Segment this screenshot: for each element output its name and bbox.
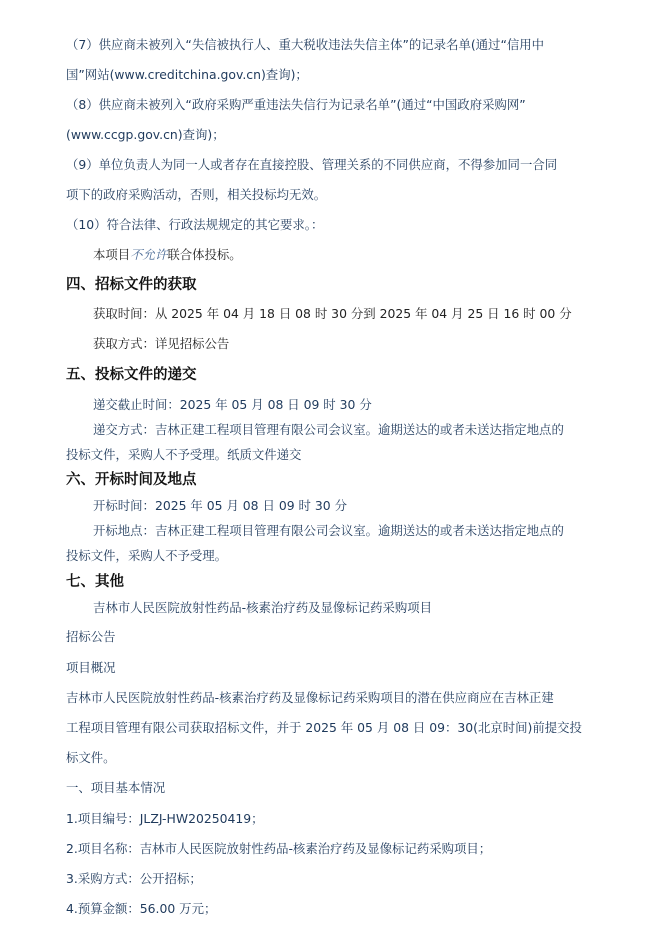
basic-info-item-2: 2.项目名称：吉林市人民医院放射性药品-核素治疗药及显像标记药采购项目； — [66, 841, 492, 856]
section-4-time: 获取时间：从 2025 年 04 月 18 日 08 时 30 分到 2025 年 04 月 25 日 16 时 00 分 — [93, 306, 572, 321]
section-7-heading: 七、其他 — [66, 574, 124, 590]
overview-line-3: 标文件。 — [66, 750, 116, 765]
section-5-deadline: 递交截止时间：2025 年 05 月 08 日 09 时 30 分 — [93, 397, 372, 412]
overview-line-2: 工程项目管理有限公司获取招标文件，并于 2025 年 05 月 08 日 09：30(北京时间)前提交投 — [66, 720, 582, 735]
qualification-item-8-line-1: （8）供应商未被列入“政府采购严重违法失信行为记录名单”(通过“中国政府采购网” — [66, 97, 526, 112]
qualification-item-9-line-2: 项下的政府采购活动，否则，相关投标均无效。 — [66, 187, 327, 202]
qualification-item-9-line-1: （9）单位负责人为同一人或者存在直接控股、管理关系的不同供应商，不得参加同一合同 — [66, 157, 558, 172]
section-4-heading: 四、招标文件的获取 — [66, 277, 197, 293]
section-5-method-line-1: 递交方式：吉林正建工程项目管理有限公司会议室。逾期送达的或者未送达指定地点的 — [93, 422, 564, 437]
basic-info-item-3: 3.采购方式：公开招标； — [66, 871, 202, 886]
qualification-item-7-line-1: （7）供应商未被列入“失信被执行人、重大税收违法失信主体”的记录名单(通过“信用中 — [66, 37, 545, 52]
basic-info-title: 一、项目基本情况 — [66, 780, 166, 795]
consortium-value: 不允许 — [130, 247, 168, 262]
qualification-item-10: （10）符合法律、行政法规规定的其它要求。： — [66, 217, 324, 232]
section-6-place-line-1: 开标地点：吉林正建工程项目管理有限公司会议室。逾期送达的或者未送达指定地点的 — [93, 523, 564, 538]
qualification-item-8-line-2: (www.ccgp.gov.cn)查询)； — [66, 127, 225, 142]
basic-info-item-4: 4.预算金额：56.00 万元； — [66, 901, 217, 916]
qualification-item-7-line-2: 国”网站(www.creditchina.gov.cn)查询)； — [66, 67, 308, 82]
section-6-place-line-2: 投标文件，采购人不予受理。 — [66, 548, 228, 563]
consortium-prefix: 本项目 — [93, 247, 131, 262]
section-5-method-line-2: 投标文件，采购人不予受理。纸质文件递交 — [66, 447, 302, 462]
section-5-heading: 五、投标文件的递交 — [66, 367, 197, 383]
notice-title: 招标公告 — [66, 629, 116, 644]
basic-info-item-1: 1.项目编号：JLZJ-HW20250419； — [66, 811, 264, 826]
section-4-method: 获取方式：详见招标公告 — [93, 336, 230, 351]
consortium-statement — [93, 247, 242, 263]
consortium-suffix: 联合体投标。 — [167, 247, 242, 262]
overview-line-1: 吉林市人民医院放射性药品-核素治疗药及显像标记药采购项目的潜在供应商应在吉林正建 — [66, 690, 554, 705]
overview-title: 项目概况 — [66, 660, 116, 675]
section-7-project-name: 吉林市人民医院放射性药品-核素治疗药及显像标记药采购项目 — [93, 600, 433, 615]
section-6-time: 开标时间：2025 年 05 月 08 日 09 时 30 分 — [93, 498, 347, 513]
section-6-heading: 六、开标时间及地点 — [66, 472, 197, 488]
